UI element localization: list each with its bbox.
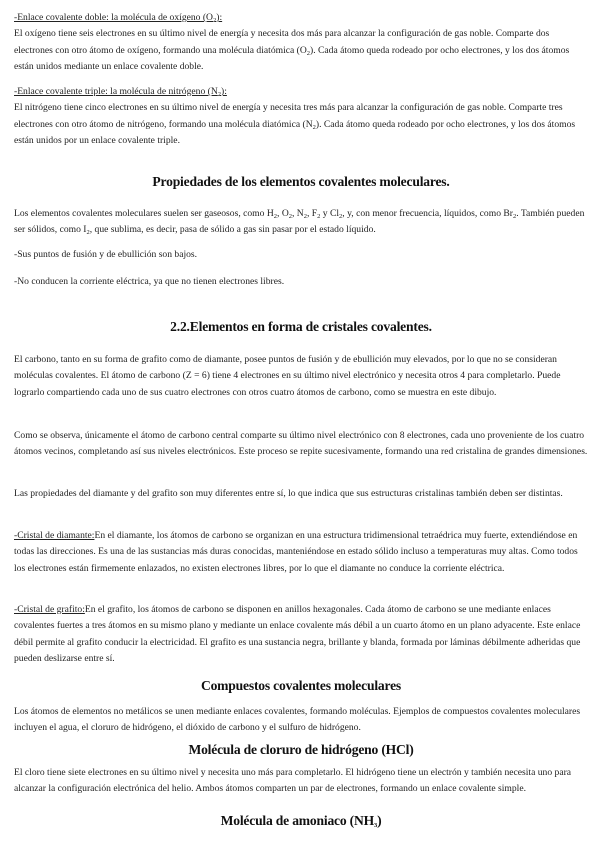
grafito-label: -Cristal de grafito: <box>14 604 85 615</box>
paragraph-grafito: -Cristal de grafito:En el grafito, los átomos de carbono se disponen en anillos hexagonales. Cada átomo de carbono se une mediante enlaces covalentes fuertes a tres átomos en su mismo plano y mediante un enlace covalente más débil a un cuarto átomo en un plano adyacente. Este enlace débil permite al grafito conducir la electricidad. El grafito es una sustancia negra, brillante y blanda, formada por láminas débilmente adheridas que pueden deslizarse entre sí. <box>14 604 581 665</box>
paragraph-propiedades: Los elementos covalentes moleculares suelen ser gaseosos, como $H_2$, $O_2$, $N_2$, $F_2$ y $Cl_2$, y, con menor frecuencia, líquidos, como $Br_2$. También pueden ser sólidos, como $I_2$, que sublima, es decir, pasa de sólido a gas sin pasar por el estado líquido. <box>14 208 585 237</box>
paragraph-carbono-3: Las propiedades del diamante y del grafito son muy diferentes entre sí, lo que indica que sus estructuras cristalinas también deben ser distintas. <box>14 488 563 499</box>
paragraph-hcl: El cloro tiene siete electrones en su último nivel y necesita uno más para completarlo. El hidrógeno tiene un electrón y también necesita uno para alcanzar la configuración electrónica del helio. Ambos átomos comparten un par de electrones, formando un enlace covalente simple. <box>14 767 572 795</box>
paragraph-carbono-1: El carbono, tanto en su forma de grafito como de diamante, posee puntos de fusión y de ebullición muy elevados, por lo que no se consideran moléculas covalentes. El átomo de carbono (Z = 6) tiene 4 electrones en su último nivel electrónico y necesita otros 4 para completarlo. Puede lograrlo compartiendo cada uno de sus cuatro electrones con otros cuatro átomos de carbono, como se muestra en este dibujo. <box>14 354 561 398</box>
diamante-label: -Cristal de diamante: <box>14 530 95 541</box>
nitrogen-heading: -Enlace covalente triple: la molécula de nitrógeno $(N_2)$: <box>14 86 227 98</box>
section-nitrogen <box>14 84 588 150</box>
paragraph-diamante: -Cristal de diamante:En el diamante, los átomos de carbono se organizan en una estructura tridimensional tetraédrica muy fuerte, extendiéndose en todas las direcciones. Es una de las sustancias más duras conocidas, manteniéndose en estado sólido incluso a temperaturas muy altas. Como todos los electrones están firmemente enlazados, no existen electrones libres, por lo que el diamante no conduce la corriente eléctrica. <box>14 530 578 574</box>
heading-compuestos: Compuestos covalentes moleculares <box>200 678 402 693</box>
oxygen-body: El oxígeno tiene seis electrones en su último nivel de energía y necesita dos más para alcanzar la configuración de gas noble. Comparte dos electrones con otro átomo de oxígeno, formando una molécula diatómica $(O_2)$. Cada átomo queda rodeado por ocho electrones, y los dos átomos están unidos mediante un enlace covalente doble. <box>14 28 570 73</box>
heading-amoniaco: Molécula de amoniaco $(NH_3)$ <box>220 813 382 829</box>
heading-propiedades: Propiedades de los elementos covalentes moleculares. <box>152 174 450 189</box>
bullet-puntos-fusion: -Sus puntos de fusión y de ebullición son bajos. <box>14 249 198 260</box>
nitrogen-body: El nitrógeno tiene cinco electrones en su último nivel de energía y necesita tres más para alcanzar la configuración de gas noble. Comparte tres electrones con otro átomo de nitrógeno, formando una molécula diatómica $(N_2)$. Cada átomo queda rodeado por ocho electrones, y los dos átomos están unidos por un enlace covalente triple. <box>14 102 576 147</box>
bullet-no-conducen: -No conducen la corriente eléctrica, ya que no tienen electrones libres. <box>14 276 285 287</box>
section-oxygen <box>14 10 588 76</box>
heading-cristales: 2.2.Elementos en forma de cristales covalentes. <box>170 319 432 334</box>
oxygen-heading: -Enlace covalente doble: la molécula de oxígeno $(O_2)$: <box>14 12 223 24</box>
heading-hcl: Molécula de cloruro de hidrógeno (HCl) <box>188 742 414 757</box>
paragraph-carbono-2: Como se observa, únicamente el átomo de carbono central comparte su último nivel electrónico con 8 electrones, cada uno proveniente de los cuatro átomos vecinos, completando así sus niveles electrónicos. Este proceso se repite sucesivamente, formando una red cristalina de grandes dimensiones. <box>14 430 588 458</box>
paragraph-compuestos: Los átomos de elementos no metálicos se unen mediante enlaces covalentes, formando moléculas. Ejemplos de compuestos covalentes moleculares incluyen el agua, el cloruro de hidrógeno, el dióxido de carbono y el sulfuro de hidrógeno. <box>14 706 581 734</box>
